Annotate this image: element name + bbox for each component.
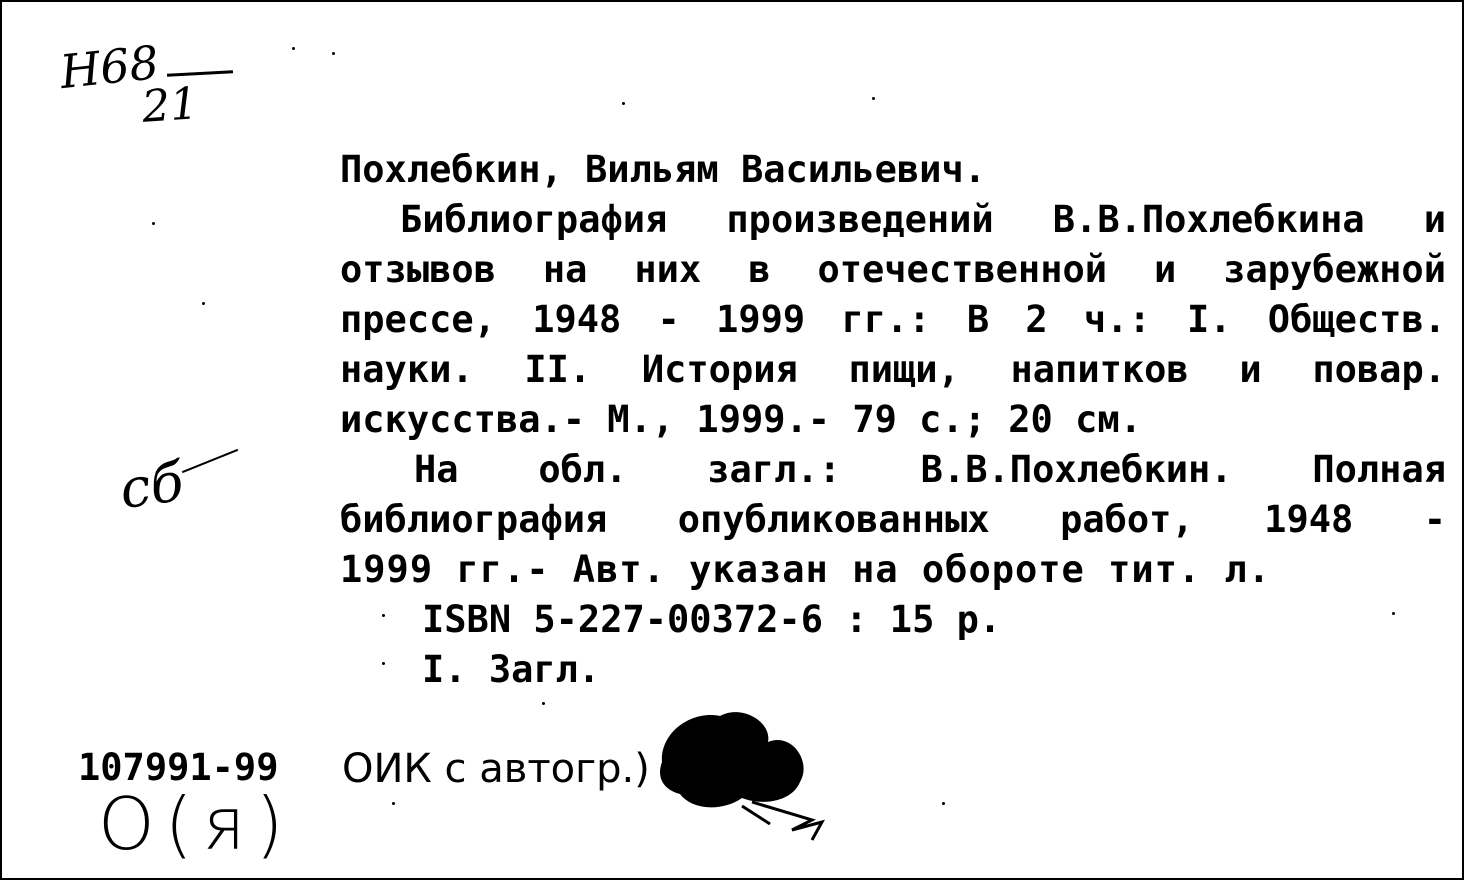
title-line-4: науки. II. История пищи, напитков и повар. — [340, 348, 1446, 391]
tracing-line: I. Загл. — [422, 648, 601, 691]
margin-note-underline — [182, 449, 238, 473]
ink-blot — [642, 702, 842, 852]
shelf-mark-suffix: 21 — [140, 78, 200, 133]
shelf-mark-prefix: Н68 — [57, 34, 162, 100]
speck — [152, 222, 155, 225]
margin-note: сб — [115, 449, 188, 522]
note-line-1: На обл. загл.: В.В.Похлебкин. Полная — [414, 448, 1446, 491]
stamp-note: ОИК с автогр.) — [342, 746, 650, 792]
note-line-2: библиография опубликованных работ, 1948 - — [340, 498, 1446, 541]
imprint-line: искусства.- М., 1999.- 79 с.; 20 см. — [340, 398, 1142, 441]
speck — [622, 102, 625, 105]
department-mark: О(я) — [98, 782, 294, 866]
isbn-line: ISBN 5-227-00372-6 : 15 р. — [422, 598, 1002, 641]
speck — [872, 97, 875, 100]
speck — [382, 662, 385, 665]
shelf-mark-fraction-bar — [167, 70, 233, 76]
speck — [382, 614, 385, 617]
speck — [542, 702, 545, 705]
speck — [392, 802, 395, 805]
author-heading: Похлебкин, Вильям Васильевич. — [340, 148, 987, 191]
note-line-3: 1999 гг.- Авт. указан на обороте тит. л. — [340, 548, 1272, 591]
title-line-2: отзывов на них в отечественной и зарубежной — [340, 248, 1446, 291]
speck — [942, 802, 945, 805]
speck — [1392, 612, 1395, 615]
title-line-3: прессе, 1948 - 1999 гг.: В 2 ч.: I. Обществ. — [340, 298, 1446, 341]
speck — [332, 52, 335, 55]
title-line-1: Библиография произведений В.В.Похлебкина и — [400, 198, 1446, 241]
accession-number: 107991-99 — [78, 746, 279, 789]
speck — [202, 302, 205, 305]
speck — [292, 47, 295, 50]
